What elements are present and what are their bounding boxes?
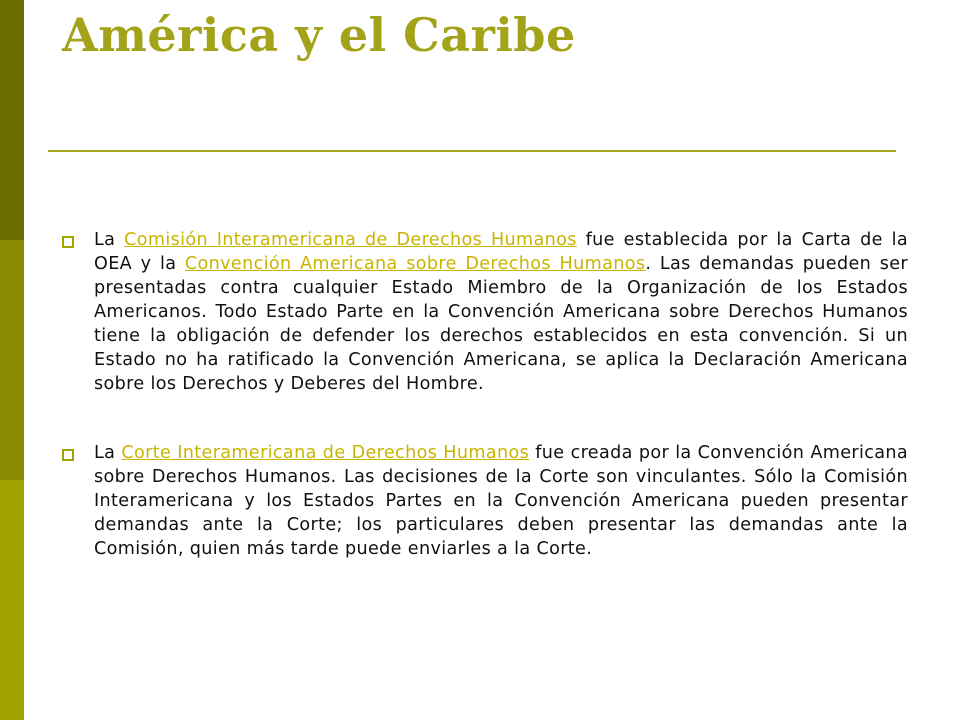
- square-bullet-icon: [62, 236, 74, 248]
- sidebar-band-bottom: [0, 480, 24, 720]
- title-divider: [48, 150, 896, 152]
- bullet-text: . Las demandas pueden ser presentadas contra cualquier Estado Miembro de la Organización de los Estados Americanos. Todo Estado Parte en la Convención Americana sobre Derechos Humanos tiene la obligación de defender los derechos establecidos en esta convención. Si un Estado no ha ratificado la Convención Americana, se aplica la Declaración Americana sobre los Derechos y Deberes del Hombre.: [94, 254, 908, 394]
- link-comision-interamericana[interactable]: Comisión Interamericana de Derechos Humanos: [124, 230, 577, 250]
- square-bullet-icon: [62, 449, 74, 461]
- bullet-corte: [62, 441, 908, 561]
- bullet-text: La: [94, 230, 125, 250]
- sidebar-band-middle: [0, 240, 24, 480]
- bullet-comision: [62, 228, 908, 396]
- link-convencion-americana[interactable]: Convención Americana sobre Derechos Humanos: [184, 254, 646, 274]
- bullet-text: La: [94, 443, 122, 463]
- slide-title: América y el Caribe: [62, 8, 576, 62]
- bullet-text: fue establecida por la Carta de la OEA y la: [94, 230, 909, 274]
- bullet-text: fue creada por la Convención Americana sobre Derechos Humanos. Las decisiones de la Corte son vinculantes. Sólo la Comisión Interamericana y los Estados Partes en la Convención Americana pueden presentar demandas ante la Corte; los particulares deben presentar las demandas ante la Comisión, quien más tarde puede enviarles a la Corte.: [94, 443, 908, 559]
- sidebar-band-top: [0, 0, 24, 240]
- slide-body: [62, 228, 908, 606]
- link-corte-interamericana[interactable]: Corte Interamericana de Derechos Humanos: [121, 443, 530, 463]
